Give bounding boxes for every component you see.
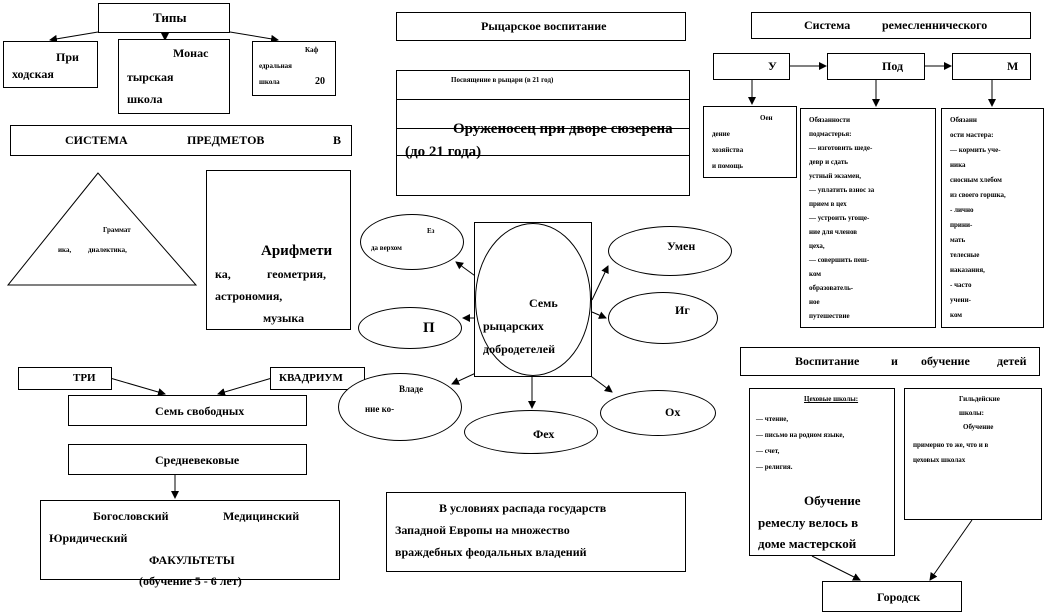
virtue-game-label: Иг (675, 303, 690, 317)
list-item: прием в цех (809, 200, 847, 208)
guildhall-text-2: цеховых школах (913, 456, 966, 464)
guild-school-box (749, 388, 895, 556)
list-item: учени- (950, 296, 971, 304)
virtue-fencing (464, 410, 598, 454)
parish-l1: При (56, 50, 79, 64)
quadrivium-label: КВАДРИУМ (279, 372, 343, 384)
guildhall-title-1: Гильдейские (959, 395, 1000, 403)
apprentice-label: У (768, 59, 777, 73)
virtue-skill-label: Умен (667, 239, 696, 253)
quadrivium-subjects-box (206, 170, 351, 330)
monastery-l1: Монас (173, 46, 209, 60)
types-title: Типы (153, 10, 187, 25)
faculty-theology: Богословский (93, 509, 169, 523)
virtue-riding-l1: Ез (427, 227, 435, 235)
list-item: — совершить пеш- (809, 256, 870, 264)
guild-subjects-list (756, 411, 890, 475)
knight-title-box (396, 12, 686, 41)
virtues-l2: рыцарских (483, 319, 544, 333)
virtue-horse-l2: ние ко- (365, 404, 395, 414)
list-item: — изготовить шеде- (809, 144, 873, 152)
journeyman-label: Под (882, 59, 904, 73)
list-item: Обязанности (809, 116, 851, 124)
list-item: ние для членов (809, 228, 858, 236)
virtue-hunting (600, 390, 716, 436)
list-item: — религия. (756, 463, 793, 471)
cathedral-l3: школа (259, 78, 280, 86)
types-title-box (98, 3, 230, 33)
craft-title-2: ремесленнического (882, 18, 988, 32)
apprentice-box (713, 53, 790, 80)
col1-l4: и помощь (712, 162, 743, 170)
quad-l2a: ка, (215, 267, 231, 281)
children-title-3: обучение (921, 354, 970, 368)
quad-l4: музыка (263, 311, 305, 325)
virtue-riding (360, 214, 464, 270)
quad-l3: астрономия, (215, 289, 283, 303)
master-box (952, 53, 1031, 80)
guildhall-title-3: Обучение (963, 423, 994, 431)
virtue-horse (338, 373, 462, 441)
master-label: М (1007, 59, 1019, 73)
virtue-game (608, 292, 718, 344)
trivium-box (18, 367, 112, 390)
guildhall-text-1: примерно то же, что и в (913, 441, 989, 449)
knight-row2-l1: Оруженосец при дворе сюзерена (453, 121, 673, 137)
cathedral-l4: 20 (315, 76, 325, 87)
faculties-label: ФАКУЛЬТЕТЫ (149, 553, 235, 567)
list-item: наказания, (950, 266, 985, 274)
virtue-skill (608, 226, 732, 276)
list-item: Обязанн (950, 116, 977, 124)
journeyman-box (827, 53, 925, 80)
cathedral-l1: Каф (305, 46, 319, 54)
guild-bottom-3: доме мастерской (758, 536, 857, 551)
knight-title: Рыцарское воспитание (481, 19, 607, 33)
craft-title-1: Система (804, 18, 851, 32)
subjects-header-1: СИСТЕМА (65, 133, 128, 147)
city-school-label: Городск (877, 590, 921, 604)
list-item: образователь- (809, 284, 854, 292)
city-school-box (822, 581, 962, 612)
journeyman-duties-list (809, 113, 931, 323)
note-l2: Западной Европы на множество (395, 523, 570, 537)
guild-bottom-2: ремеслу велось в (758, 515, 859, 530)
list-item: цеха, (809, 242, 825, 250)
virtue-swimming-label: П (423, 320, 435, 336)
list-item: подмастерья: (809, 130, 852, 138)
faculty-law: Юридический (49, 531, 128, 545)
guild-title: Цеховые школы: (804, 395, 859, 403)
subjects-header-2: ПРЕДМЕТОВ (187, 133, 265, 147)
guildhall-school-box (904, 388, 1042, 520)
virtue-fencing-label: Фех (533, 427, 555, 441)
cathedral-school-box (252, 41, 336, 96)
children-title-box (740, 347, 1040, 376)
seven-liberal-label: Семь свободных (155, 404, 245, 418)
list-item: ное (809, 298, 820, 306)
triangle-l1: Граммат (103, 226, 131, 234)
trivium-triangle (8, 173, 196, 285)
virtue-horse-l1: Владе (399, 384, 424, 394)
subjects-header-box (10, 125, 352, 156)
children-title-4: детей (997, 354, 1027, 368)
medieval-label: Средневековые (155, 453, 240, 467)
journeyman-duties-box (800, 108, 936, 328)
monastery-l3: школа (127, 92, 163, 106)
list-item: из своего горшка, (950, 191, 1006, 199)
list-item: ника (950, 161, 966, 169)
list-item: ком (950, 311, 963, 319)
virtues-l3: добродетелей (483, 342, 555, 356)
faculties-duration: (обучение 5 - 6 лет) (139, 574, 242, 588)
knight-stages-box (396, 70, 690, 196)
list-item: устный экзамен, (809, 172, 862, 180)
virtue-riding-l2: да верхом (371, 244, 402, 252)
master-duties-list (950, 113, 1040, 323)
apprentice-duties-box (703, 106, 797, 178)
list-item: - лично (950, 206, 974, 214)
subjects-header-3: В (333, 133, 342, 147)
col1-l3: хозяйства (712, 146, 744, 154)
knight-row2-l2: (до 21 года) (405, 144, 482, 160)
medieval-box (68, 444, 307, 475)
list-item: - часто (950, 281, 972, 289)
craft-title-box (751, 12, 1031, 39)
list-item: — устроить угоще- (809, 214, 870, 222)
children-title-2: и (891, 354, 898, 368)
list-item: телесные (950, 251, 980, 259)
list-item: ком (809, 270, 822, 278)
list-item: ости мастера: (950, 131, 994, 139)
virtues-l1: Семь (529, 296, 558, 310)
knight-row1: Посвящение в рыцари (в 21 год) (451, 76, 554, 84)
triangle-l2: ика, (58, 246, 72, 254)
list-item: — чтение, (756, 415, 789, 423)
trivium-label: ТРИ (73, 372, 96, 384)
col1-l1: Оен (760, 114, 773, 122)
list-item: — счет, (756, 447, 780, 455)
quad-l2b: геометрия, (267, 267, 327, 281)
monastery-school-box (118, 39, 230, 114)
list-item: — письмо на родном языке, (756, 431, 845, 439)
list-item: путешествие (809, 312, 850, 320)
list-item: — уплатить взнос за (809, 186, 875, 194)
monastery-l2: тырская (127, 70, 174, 84)
list-item: — кормить уче- (950, 146, 1001, 154)
quad-l1: Арифмети (261, 243, 333, 259)
knight-note-box (386, 492, 686, 572)
note-l1: В условиях распада государств (439, 501, 607, 515)
list-item: прини- (950, 221, 973, 229)
virtue-hunting-label: Ох (665, 405, 681, 419)
seven-liberal-arts-box (68, 395, 307, 426)
seven-virtues-box (474, 222, 592, 377)
triangle-l3: диалектика, (88, 246, 127, 254)
note-l3: враждебных феодальных владений (395, 545, 587, 559)
children-title-1: Воспитание (795, 354, 860, 368)
parish-l2: ходская (12, 67, 54, 81)
guild-bottom-1: Обучение (804, 493, 861, 508)
col1-l2: дение (712, 130, 730, 138)
master-duties-box (941, 108, 1044, 328)
virtue-swimming (358, 307, 462, 349)
list-item: сносным хлебом (950, 176, 1002, 184)
list-item: мать (950, 236, 966, 244)
faculties-box (40, 500, 340, 588)
cathedral-l2: едральная (259, 62, 292, 70)
guildhall-title-2: школы: (959, 409, 984, 417)
parish-school-box (3, 41, 98, 88)
list-item: девр и сдать (809, 158, 848, 166)
faculty-medicine: Медицинский (223, 509, 300, 523)
